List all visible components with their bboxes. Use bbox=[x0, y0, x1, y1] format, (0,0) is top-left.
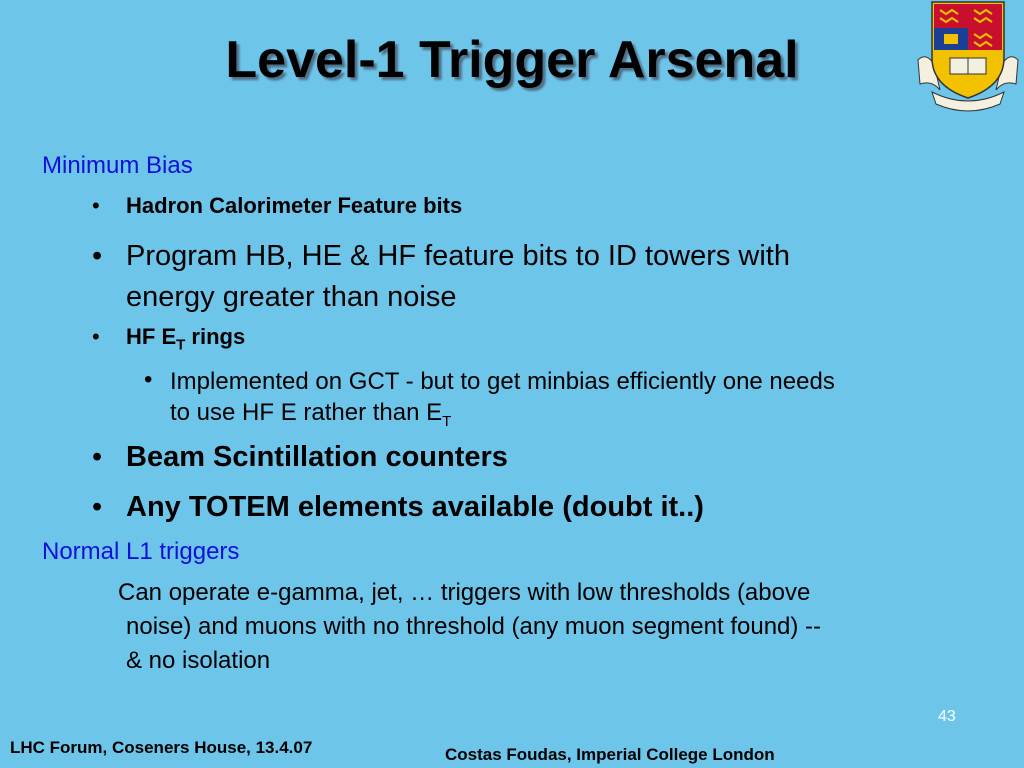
footer-right: Costas Foudas, Imperial College London bbox=[445, 745, 775, 764]
bullet: • bbox=[92, 441, 103, 473]
slide-title: Level-1 Trigger Arsenal bbox=[225, 31, 799, 89]
bullet-text bbox=[170, 366, 835, 437]
bullet: • bbox=[144, 366, 153, 393]
bullet-text-line: Program HB, HE & HF feature bits to ID towers with bbox=[126, 240, 790, 272]
section-heading-minimum-bias: Minimum Bias bbox=[42, 152, 193, 179]
page-number: 43 bbox=[938, 708, 956, 725]
footer-left: LHC Forum, Coseners House, 13.4.07 bbox=[10, 738, 313, 757]
bullet-text: Hadron Calorimeter Feature bits bbox=[126, 193, 463, 218]
bullet-text-line: Implemented on GCT - but to get minbias efficiently one needs bbox=[170, 368, 835, 395]
paragraph-line: & no isolation bbox=[126, 647, 271, 674]
bullet-text-line: to use HF E rather than E bbox=[170, 399, 443, 426]
bullet-text-line: energy greater than noise bbox=[126, 281, 457, 313]
paragraph-line: noise) and muons with no threshold (any muon segment found) -- bbox=[126, 613, 822, 640]
subscript: T bbox=[176, 336, 186, 354]
paragraph-line: Can operate e-gamma, jet, … triggers with low thresholds (above bbox=[118, 579, 811, 606]
imperial-college-crest-icon bbox=[912, 0, 1024, 112]
section-heading-normal-l1: Normal L1 triggers bbox=[42, 538, 240, 565]
subscript: T bbox=[442, 412, 452, 430]
bullet-text: Beam Scintillation counters bbox=[126, 441, 508, 473]
paragraph bbox=[118, 576, 821, 678]
bullet: • bbox=[92, 240, 103, 272]
bullet: • bbox=[92, 491, 103, 523]
bullet-text-pre: HF E bbox=[126, 324, 177, 349]
bullet: • bbox=[92, 324, 100, 349]
bullet-text: Any TOTEM elements available (doubt it..) bbox=[126, 491, 704, 523]
bullet-text-post: rings bbox=[185, 324, 246, 349]
bullet: • bbox=[92, 193, 100, 218]
bullet-text bbox=[126, 324, 245, 353]
bullet-text bbox=[126, 236, 790, 318]
